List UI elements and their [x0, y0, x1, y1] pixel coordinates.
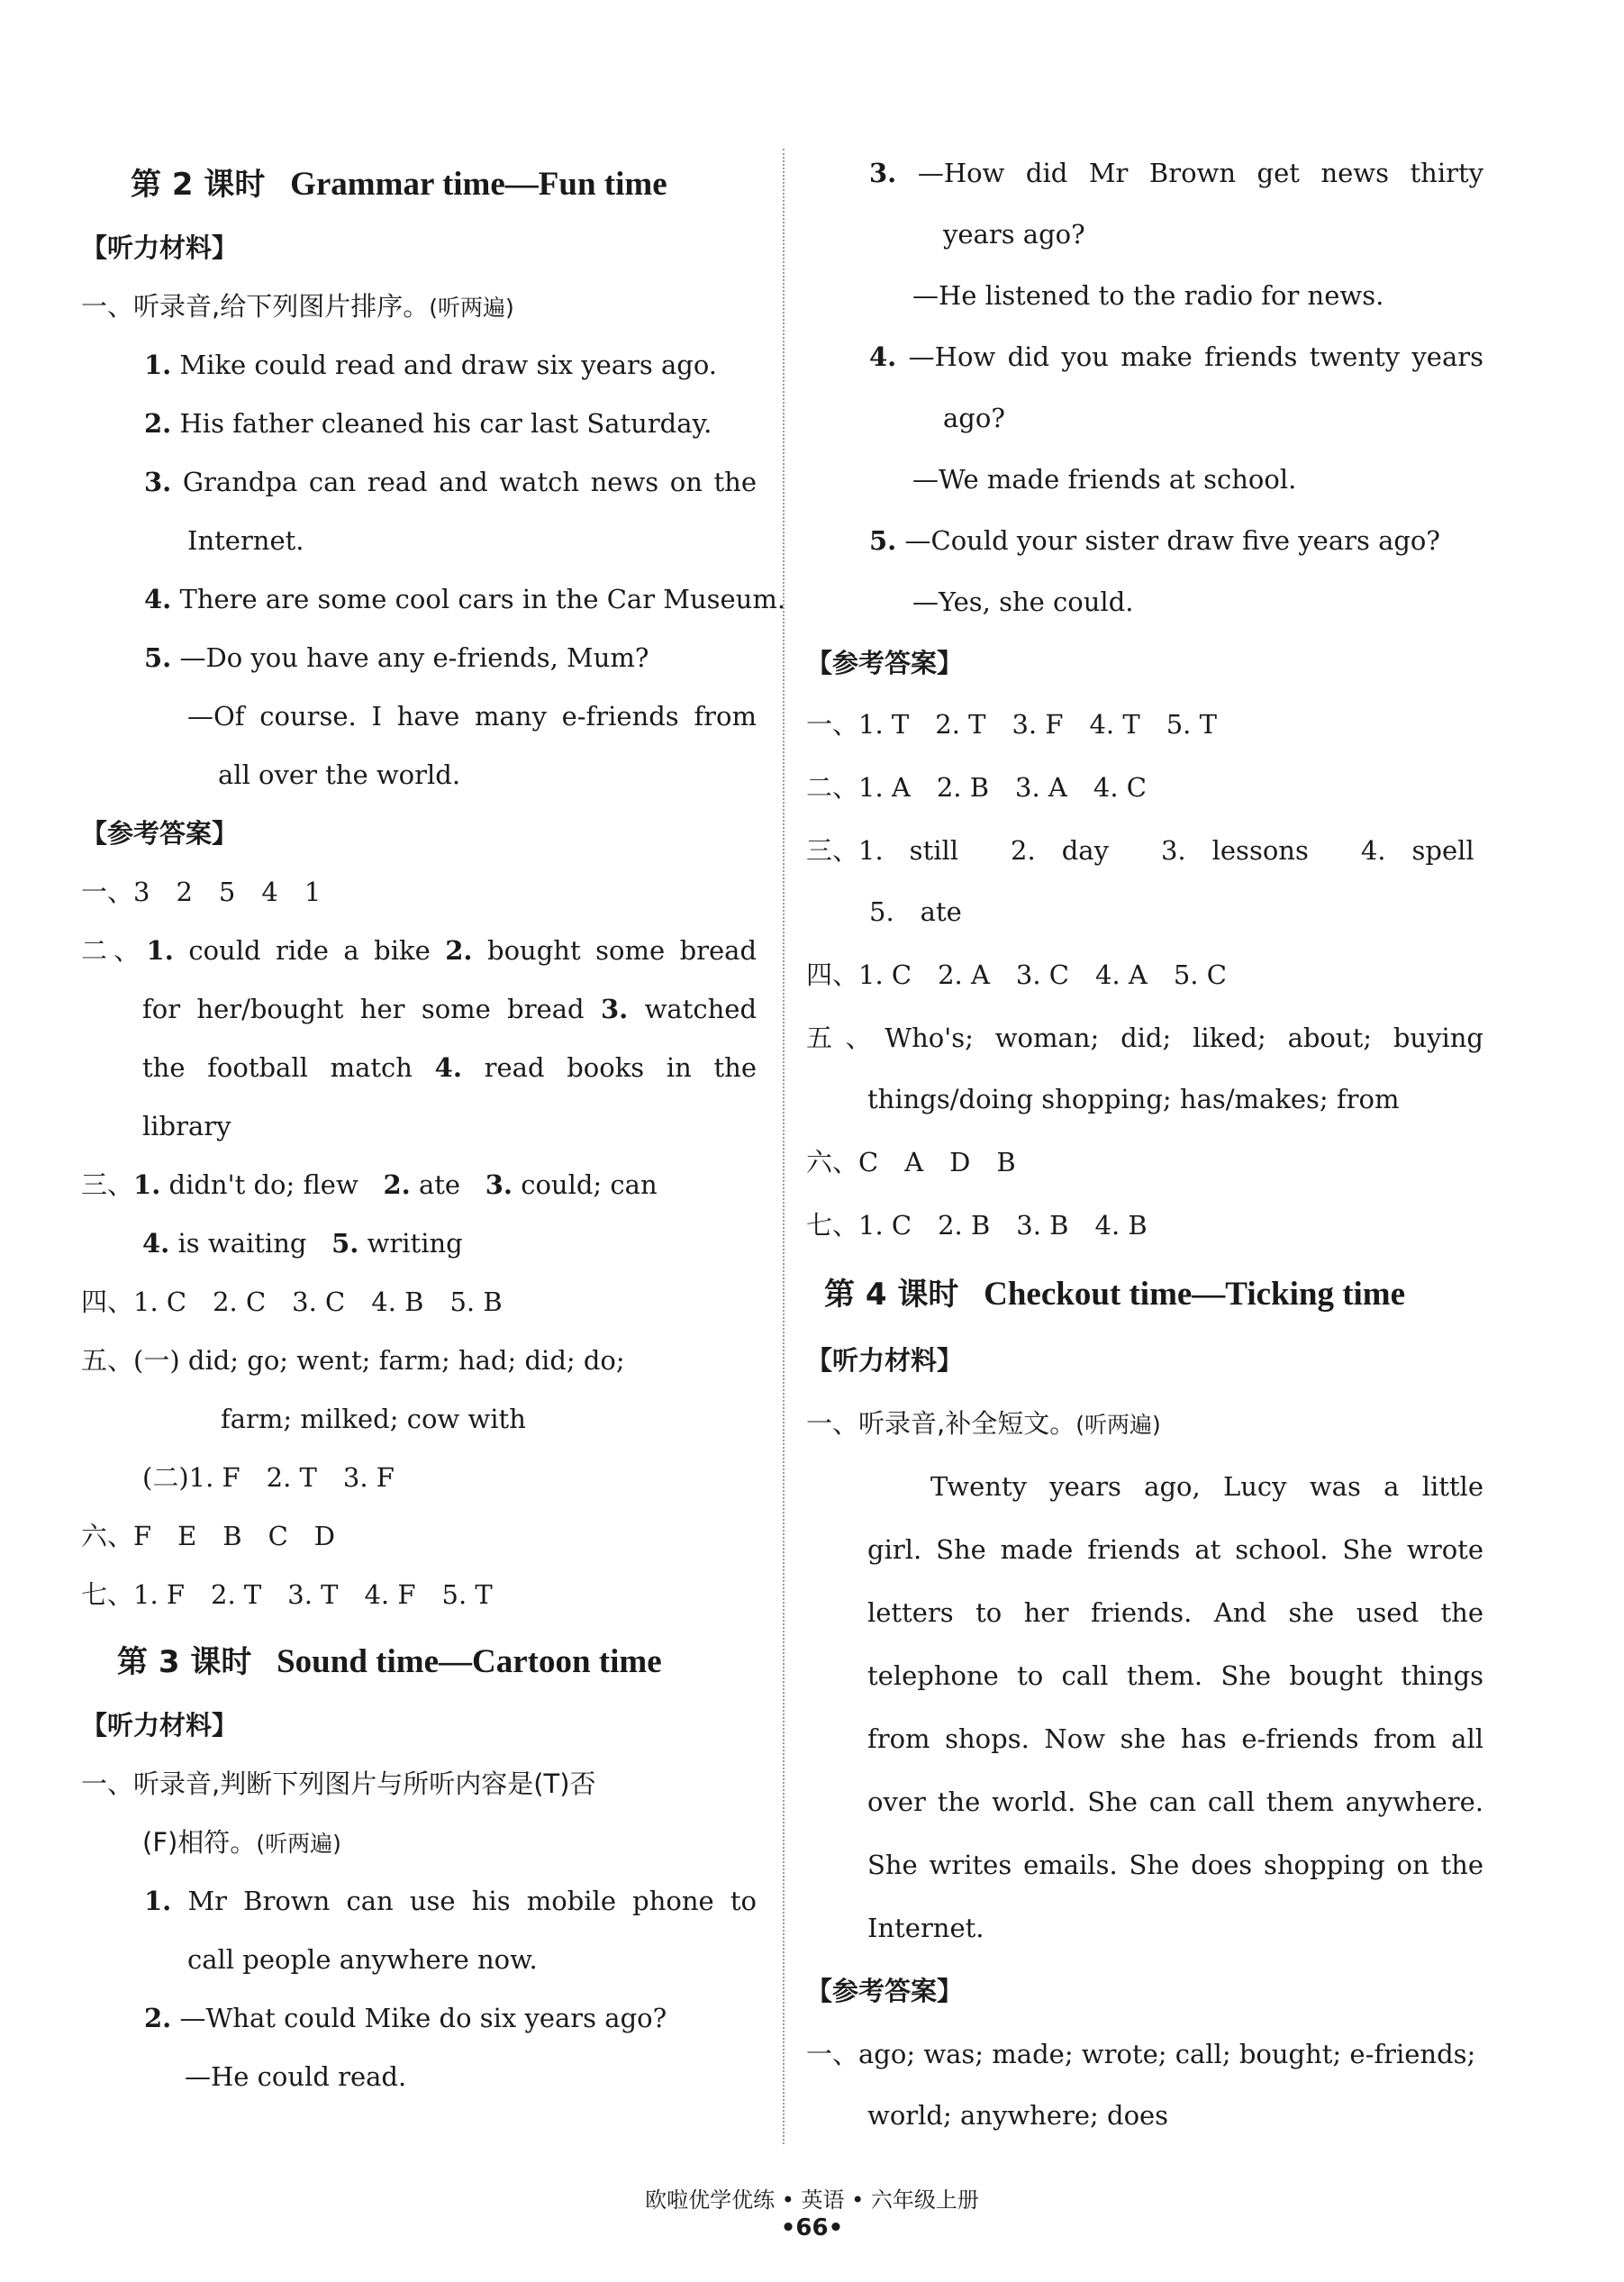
passage-line: girl. She made friends at school. She wrote: [867, 1534, 1483, 1565]
answer-6: 六、C A D B: [806, 1147, 1016, 1177]
list-item: 4. There are some cool cars in the Car Museum.: [144, 584, 786, 614]
answer-1: 一、1. T 2. T 3. F 4. T 5. T: [806, 709, 1217, 740]
listening-material-tag: 【听力材料】: [81, 1710, 239, 1741]
list-item-cont: Internet.: [187, 525, 304, 556]
listening-material-tag: 【听力材料】: [81, 232, 239, 263]
answer-2-line2: for her/bought her some bread 3. watched: [142, 994, 758, 1024]
answer-5-line3: (二)1. F 2. T 3. F: [142, 1462, 395, 1493]
list-item: 1. Mike could read and draw six years ago.: [144, 350, 718, 380]
passage-line: letters to her friends. And she used the: [867, 1597, 1483, 1628]
passage-line: Internet.: [867, 1913, 984, 1943]
answer-7: 七、1. C 2. B 3. B 4. B: [806, 1210, 1148, 1241]
passage-line: Twenty years ago, Lucy was a little: [930, 1471, 1483, 1502]
section-1-title-line2: (F)相符。(听两遍): [142, 1827, 341, 1858]
list-item: 5. —Do you have any e-friends, Mum?: [144, 642, 649, 673]
answer-1: 一、3 2 5 4 1: [81, 877, 322, 907]
answer-2-line3: the football match 4. read books in the: [142, 1052, 758, 1083]
listening-material-tag: 【听力材料】: [806, 1345, 964, 1376]
passage-line: over the world. She can call them anywhere.: [867, 1787, 1483, 1817]
answer-5-line1: 五、(一) did; go; went; farm; had; did; do;: [81, 1345, 625, 1376]
answer-2: 二、1. A 2. B 3. A 4. C: [806, 772, 1147, 803]
list-item: 1. Mr Brown can use his mobile phone to: [144, 1886, 757, 1916]
answer-6: 六、F E B C D: [81, 1521, 336, 1551]
final-answer-line1: 一、ago; was; made; wrote; call; bought; e-friends;: [806, 2039, 1476, 2069]
list-item-cont: —We made friends at school.: [912, 464, 1297, 495]
page-number: •66•: [780, 2214, 844, 2241]
list-item-cont: —He could read.: [185, 2061, 407, 2092]
list-item: 4. —How did you make friends twenty years: [869, 341, 1483, 372]
list-item-cont: all over the world.: [218, 759, 461, 790]
answer-2-line4: library: [142, 1111, 231, 1141]
footer-book-title: 欧啦优学优练 • 英语 • 六年级上册: [645, 2187, 979, 2213]
column-divider: [783, 149, 785, 2144]
passage-line: from shops. Now she has e-friends from all: [867, 1723, 1483, 1754]
final-answer-line2: world; anywhere; does: [867, 2100, 1169, 2131]
list-item-cont: —Yes, she could.: [912, 586, 1134, 617]
answer-3-line1: 三、1. still 2. day 3. lessons 4. spell: [806, 835, 1474, 866]
list-item: 3. Grandpa can read and watch news on the: [144, 467, 758, 497]
answer-7: 七、1. F 2. T 3. T 4. F 5. T: [81, 1579, 493, 1610]
lesson-4-heading: 第 4 课时 Checkout time—Ticking time: [824, 1276, 1406, 1313]
answer-5-line2: things/doing shopping; has/makes; from: [867, 1084, 1400, 1114]
list-item: 3. —How did Mr Brown get news thirty: [869, 158, 1484, 188]
section-1-title: 一、听录音,补全短文。(听两遍): [806, 1408, 1161, 1439]
section-1-title: 一、听录音,给下列图片排序。(听两遍): [81, 291, 514, 322]
lesson-3-heading: 第 3 课时 Sound time—Cartoon time: [117, 1643, 662, 1680]
list-item-cont: ago?: [943, 403, 1005, 433]
answer-5-line1: 五、Who's; woman; did; liked; about; buying: [806, 1023, 1483, 1053]
answer-key-tag: 【参考答案】: [81, 818, 239, 849]
answer-5-line2: farm; milked; cow with: [221, 1404, 526, 1434]
answer-3-line2: 4. is waiting 5. writing: [142, 1228, 463, 1259]
list-item-cont: years ago?: [943, 219, 1085, 250]
answer-3-line1: 三、1. didn't do; flew 2. ate 3. could; can: [81, 1169, 658, 1200]
passage-line: telephone to call them. She bought things: [867, 1660, 1483, 1691]
passage-line: She writes emails. She does shopping on the: [867, 1850, 1483, 1880]
section-1-title-line1: 一、听录音,判断下列图片与所听内容是(T)否: [81, 1768, 596, 1799]
answer-2-line1: 二、1. could ride a bike 2. bought some bread: [81, 935, 758, 966]
list-item-cont: call people anywhere now.: [187, 1944, 538, 1975]
list-item-cont: —Of course. I have many e-friends from: [187, 701, 757, 732]
list-item: 2. —What could Mike do six years ago?: [144, 2003, 667, 2033]
list-item-cont: —He listened to the radio for news.: [912, 280, 1384, 311]
answer-key-tag: 【参考答案】: [806, 1976, 964, 2006]
answer-3-line2: 5. ate: [869, 896, 962, 927]
answer-4: 四、1. C 2. A 3. C 4. A 5. C: [806, 959, 1227, 990]
list-item: 5. —Could your sister draw five years ago?: [869, 525, 1440, 556]
answer-key-tag: 【参考答案】: [806, 648, 964, 678]
lesson-2-heading: 第 2 课时 Grammar time—Fun time: [131, 166, 667, 203]
list-item: 2. His father cleaned his car last Saturday.: [144, 408, 712, 439]
answer-4: 四、1. C 2. C 3. C 4. B 5. B: [81, 1286, 503, 1317]
